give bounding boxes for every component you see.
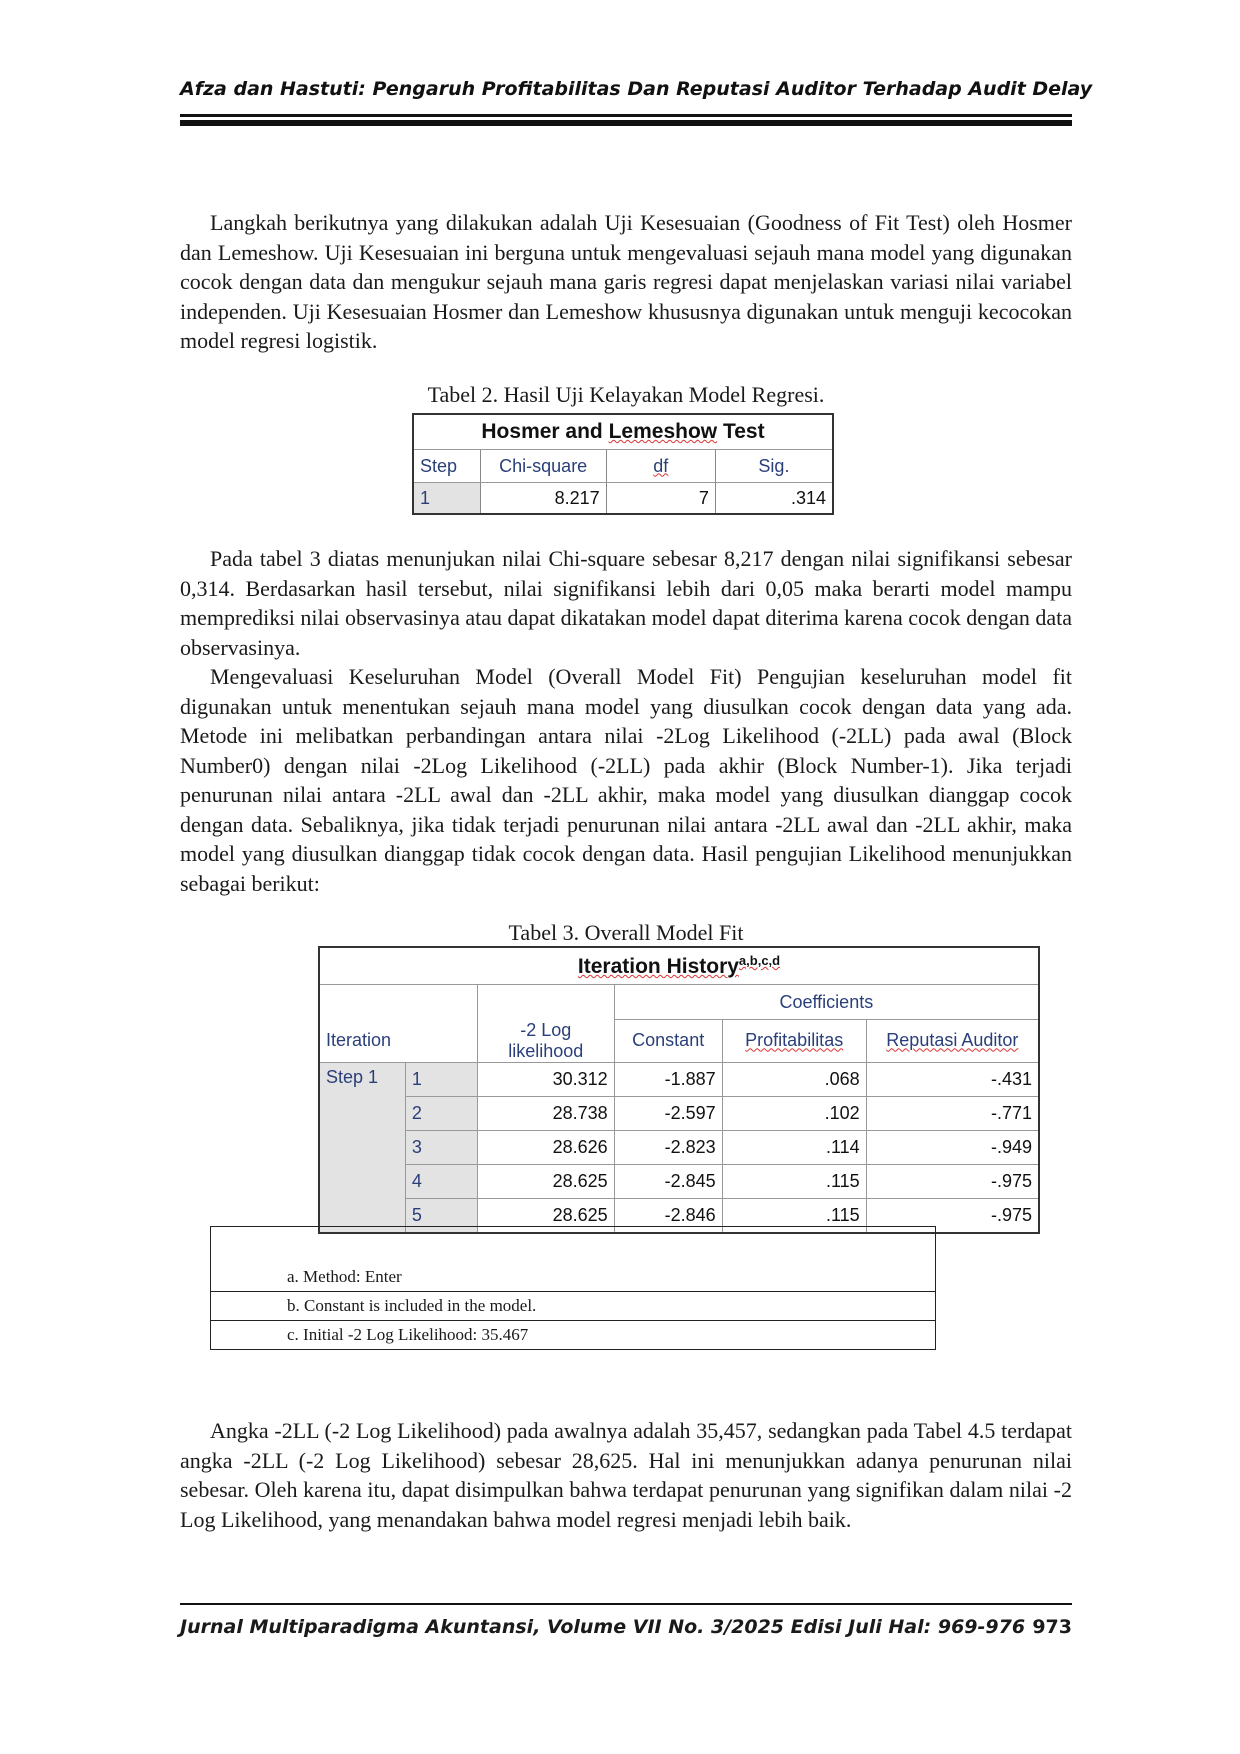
cell-iteration: 2 [405,1096,477,1130]
cell-log-likelihood: 28.625 [477,1164,614,1198]
cell-sig: .314 [715,483,833,515]
cell-log-likelihood: 28.625 [477,1198,614,1233]
table-row [319,1096,1039,1130]
cell-step: 1 [413,483,480,515]
header-reputasi-auditor: Reputasi Auditor [866,1020,1039,1063]
cell-constant: -2.823 [614,1130,722,1164]
header-coefficients: Coefficients [614,985,1039,1020]
header-rule-thin [180,114,1072,117]
table-3-notes [210,1226,936,1350]
header-iteration: Iteration [319,1020,477,1063]
header-step: Step [413,450,480,483]
cell-reputasi: -.431 [866,1062,1039,1096]
paragraph-goodness-of-fit: Langkah berikutnya yang dilakukan adalah Uji Kesesuaian (Goodness of Fit Test) oleh Hosmer dan Lemeshow. Uji Kesesuaian ini berguna untuk mengevaluasi sejauh mana model yang digunakan cocok dengan data dan mengukur sejauh mana garis regresi dapat menjelaskan variasi nilai variabel independen. Uji Kesesuaian Hosmer dan Lemeshow khususnya digunakan untuk menguji kecocokan model regresi logistik. [180,210,1072,353]
cell-constant: -1.887 [614,1062,722,1096]
cell-log-likelihood: 28.738 [477,1096,614,1130]
hosmer-lemeshow-table [412,413,834,515]
cell-reputasi: -.949 [866,1130,1039,1164]
step-label: Step 1 [319,1062,405,1233]
paragraph-chi-square: Pada tabel 3 diatas menunjukan nilai Chi-square sebesar 8,217 dengan nilai signifikansi sebesar 0,314. Berdasarkan hasil tersebut, nilai signifikansi lebih dari 0,05 maka berarti model mampu memprediksi nilai observasinya atau dapat dikatakan model dapat diterima karena cocok dengan data observasinya. [180,546,1072,660]
table-2-title: Hosmer and Lemeshow Test [413,414,833,450]
cell-log-likelihood: 30.312 [477,1062,614,1096]
table-2-caption: Tabel 2. Hasil Uji Kelayakan Model Regresi. [427,382,825,407]
cell-chi-square: 8.217 [480,483,606,515]
page-number: 973 [1032,1616,1072,1638]
header-df: df [606,450,715,483]
page-footer [180,1616,1072,1638]
cell-profitabilitas: .115 [722,1198,866,1233]
cell-iteration: 4 [405,1164,477,1198]
cell-profitabilitas: .068 [722,1062,866,1096]
cell-constant: -2.597 [614,1096,722,1130]
table-3-caption: Tabel 3. Overall Model Fit [508,920,744,945]
journal-citation: Jurnal Multiparadigma Akuntansi, Volume VII No. 3/2025 Edisi Juli Hal: 969-976 [180,1616,1026,1638]
cell-iteration: 3 [405,1130,477,1164]
iteration-history-table [318,946,1040,1234]
table-row [319,1062,1039,1096]
header-profitabilitas: Profitabilitas [722,1020,866,1063]
cell-reputasi: -.975 [866,1198,1039,1233]
header-constant: Constant [614,1020,722,1063]
header-chi-square: Chi-square [480,450,606,483]
running-header: Afza dan Hastuti: Pengaruh Profitabilitas Dan Reputasi Auditor Terhadap Audit Delay [180,78,1093,100]
cell-iteration: 5 [405,1198,477,1233]
note-constant: b. Constant is included in the model. [211,1291,935,1320]
table-row [413,483,833,515]
cell-profitabilitas: .114 [722,1130,866,1164]
cell-iteration: 1 [405,1062,477,1096]
header-log-likelihood: -2 Log likelihood [477,1020,614,1063]
note-initial-loglik: c. Initial -2 Log Likelihood: 35.467 [211,1320,935,1349]
header-sig: Sig. [715,450,833,483]
paragraph-conclusion: Angka -2LL (-2 Log Likelihood) pada awalnya adalah 35,457, sedangkan pada Tabel 4.5 terdapat angka -2LL (-2 Log Likelihood) sebesar 28,625. Hal ini menunjukkan adanya penurunan nilai sebesar. Oleh karena itu, dapat disimpulkan bahwa terdapat penurunan yang signifikan dalam nilai -2 Log Likelihood, yang menandakan bahwa model regresi menjadi lebih baik. [180,1418,1072,1532]
footer-rule [180,1603,1072,1605]
table-row [319,1130,1039,1164]
running-header-italic: Audit Delay [968,78,1093,100]
cell-reputasi: -.975 [866,1164,1039,1198]
table-3-title: Iteration History$^{a,b,c,d}$ [319,947,1039,985]
header-rule-thick [180,120,1072,126]
note-method: a. Method: Enter [287,1267,402,1286]
cell-constant: -2.846 [614,1198,722,1233]
paragraph-overall-model-fit: Mengevaluasi Keseluruhan Model (Overall Model Fit) Pengujian keseluruhan model fit digunakan untuk menentukan sejauh mana model yang diusulkan cocok dengan data yang ada. Metode ini melibatkan perbandingan antara nilai -2Log Likelihood (-2LL) pada awal (Block Number0) dengan nilai -2Log Likelihood (-2LL) pada akhir (Block Number-1). Jika terjadi penurunan nilai antara -2LL awal dan -2LL akhir, maka model yang diusulkan dianggap cocok dengan data. Sebaliknya, jika tidak terjadi penurunan nilai antara -2LL awal dan -2LL akhir, maka model yang diusulkan dianggap tidak cocok dengan data. Hasil pengujian Likelihood menunjukkan sebagai berikut: [180,664,1072,896]
cell-profitabilitas: .102 [722,1096,866,1130]
cell-df: 7 [606,483,715,515]
cell-log-likelihood: 28.626 [477,1130,614,1164]
table-row [319,1164,1039,1198]
cell-profitabilitas: .115 [722,1164,866,1198]
cell-reputasi: -.771 [866,1096,1039,1130]
cell-constant: -2.845 [614,1164,722,1198]
